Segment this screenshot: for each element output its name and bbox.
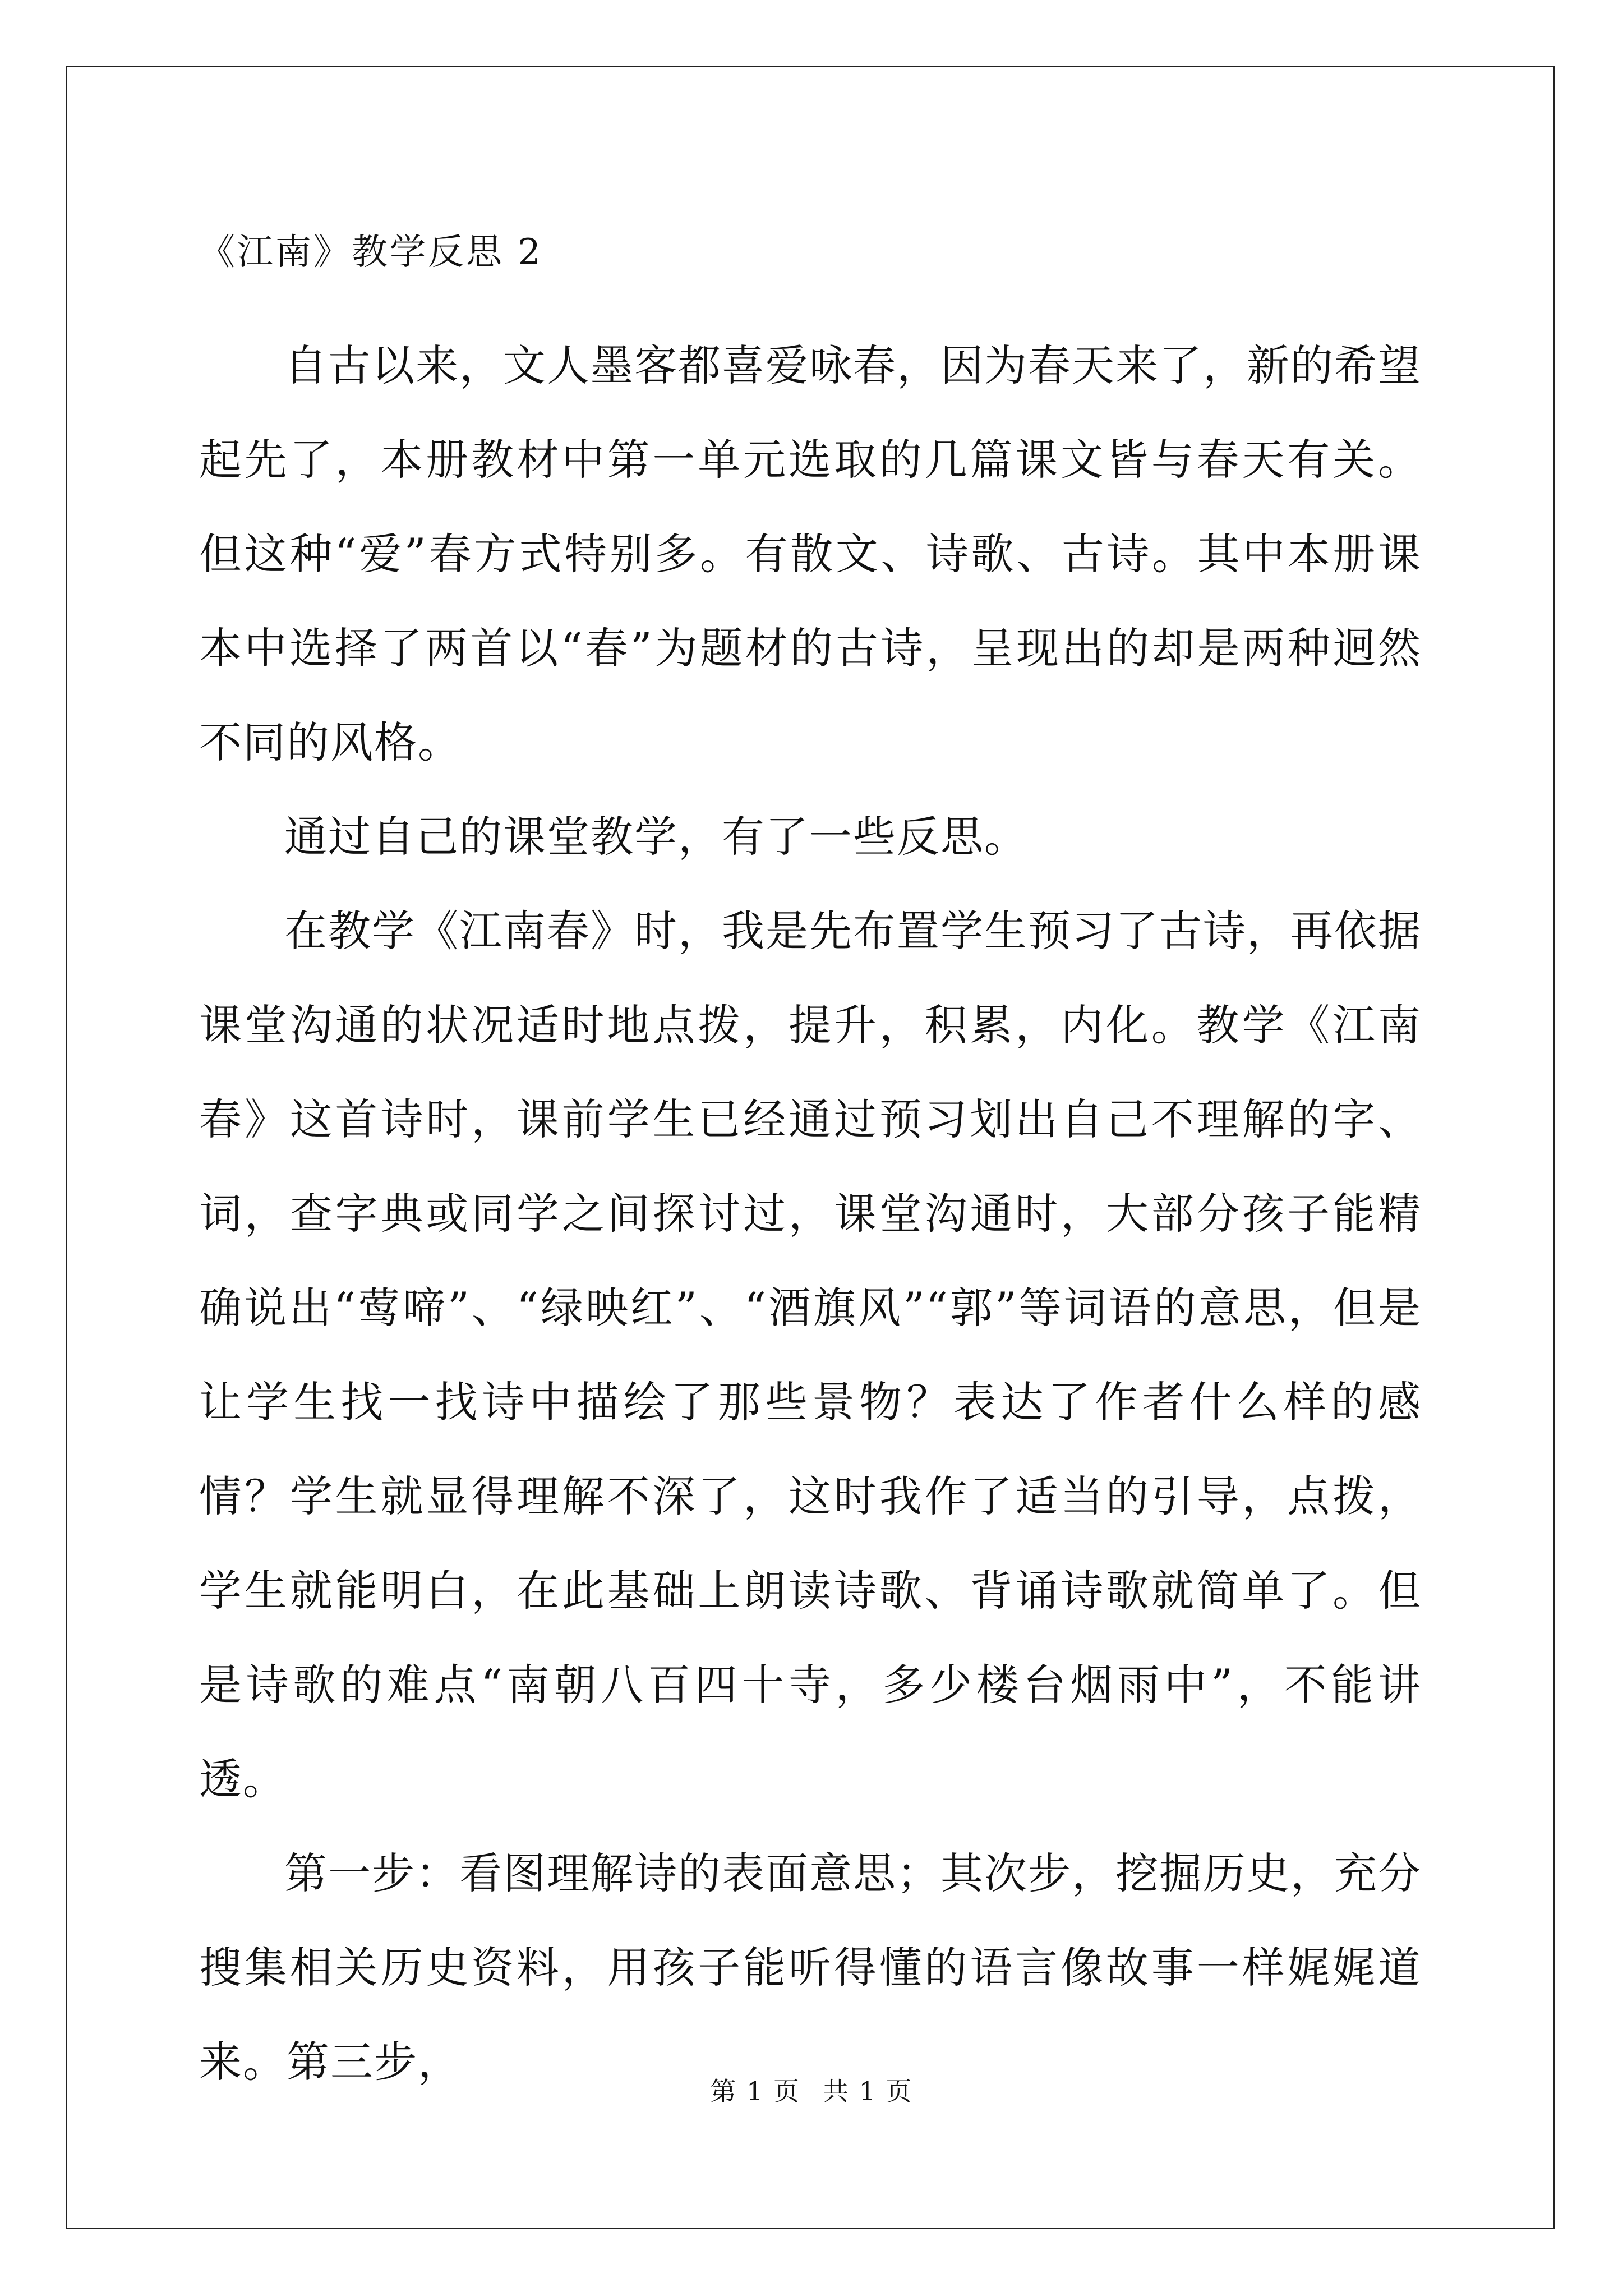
document-body	[199, 219, 1422, 2109]
paragraph-teaching: 在教学《江南春》时，我是先布置学生预习了古诗，再依据课堂沟通的状况适时地点拨，提升，积累，内化。教学《江南春》这首诗时，课前学生已经通过预习划出自己不理解的字、词，查字典或同学之间探讨过，课堂沟通时，大部分孩子能精确说出“莺啼”、“绿映红”、“酒旗风”“郭”等词语的意思，但是让学生找一找诗中描绘了那些景物？表达了作者什么样的感情？学生就显得理解不深了，这时我作了适当的引导，点拨，学生就能明白，在此基础上朗读诗歌、背诵诗歌就简单了。但是诗歌的难点“南朝八百四十寺，多少楼台烟雨中”，不能讲透。	[199, 906, 1422, 1804]
paragraph-reflection: 通过自己的课堂教学，有了一些反思。	[284, 812, 1028, 862]
document-title: 《江南》教学反思 2	[199, 232, 543, 273]
paragraph-steps: 第一步：看图理解诗的表面意思；其次步，挖掘历史，充分搜集相关历史资料，用孩子能听得懂的语言像故事一样娓娓道来。第三步，	[199, 1848, 1422, 2087]
page-number: 第 1 页	[710, 2076, 800, 2106]
paragraph-intro: 自古以来，文人墨客都喜爱咏春，因为春天来了，新的希望起先了，本册教材中第一单元选取的几篇课文皆与春天有关。但这种“爱”春方式特别多。有散文、诗歌、古诗。其中本册课本中选择了两首以“春”为题材的古诗，呈现出的却是两种迥然不同的风格。	[199, 341, 1422, 767]
page-total: 共 1 页	[823, 2076, 913, 2106]
page-footer	[0, 2074, 1623, 2108]
